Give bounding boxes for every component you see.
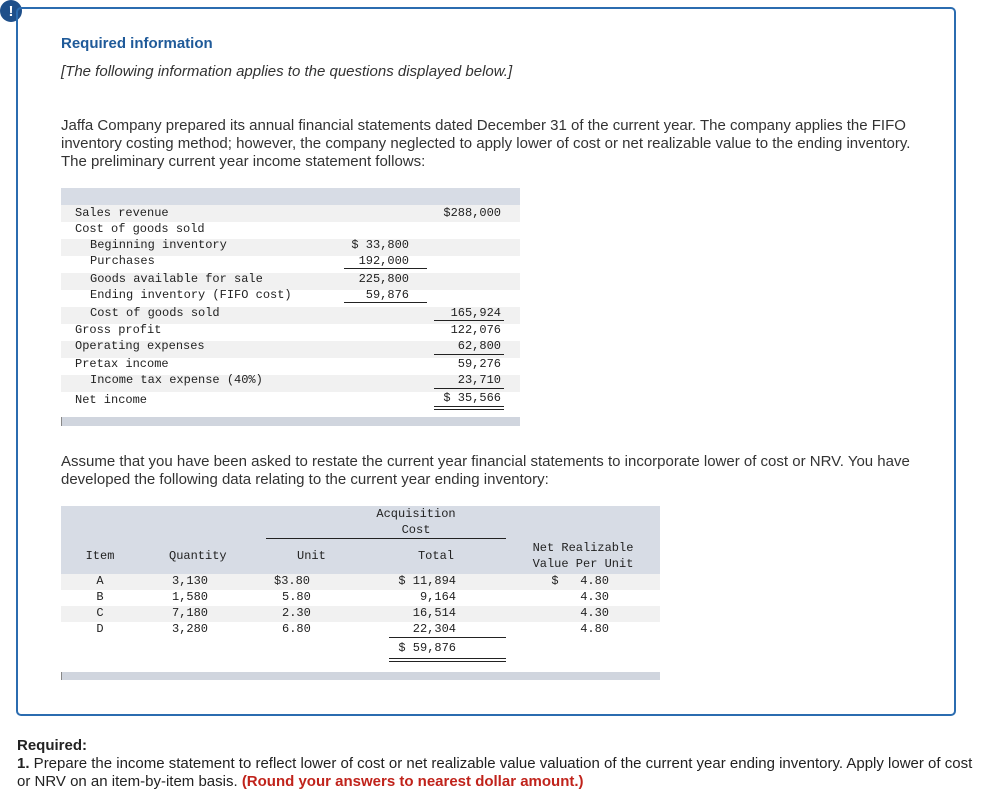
alert-icon: ! bbox=[0, 0, 22, 22]
nrv-header-1: Net Realizable bbox=[532, 541, 634, 555]
required-question bbox=[17, 755, 977, 791]
income-tax-label: Income tax expense (40%) bbox=[90, 373, 263, 387]
total-cell: 16,514 bbox=[412, 606, 456, 620]
nrv-cell: $ 4.80 bbox=[551, 574, 609, 588]
item-cell: A bbox=[96, 574, 104, 588]
applies-note: [The following information applies to the questions displayed below.] bbox=[61, 63, 513, 80]
cogs-label: Cost of goods sold bbox=[90, 306, 220, 320]
goods-available-label: Goods available for sale bbox=[90, 272, 263, 286]
income-statement-table bbox=[61, 188, 520, 426]
sales-revenue-value: $288,000 bbox=[443, 206, 501, 220]
nrv-header-2: Value Per Unit bbox=[532, 557, 634, 571]
total-cell: $ 11,894 bbox=[398, 574, 456, 588]
pretax-income-value: 59,276 bbox=[457, 357, 501, 371]
unit-cell: 5.80 bbox=[282, 590, 311, 604]
rounding-note: (Round your answers to nearest dollar amount.) bbox=[241, 773, 584, 790]
nrv-cell: 4.30 bbox=[580, 606, 609, 620]
acquisition-cost-header-2: Cost bbox=[401, 523, 431, 537]
sales-revenue-label: Sales revenue bbox=[75, 206, 169, 220]
acquisition-cost-header-1: Acquisition bbox=[376, 507, 456, 521]
question-text: Prepare the income statement to reflect lower of cost or net realizable value valuation of the current year ending inventory. Apply lower of cost or NRV on an item-by-item basis. bbox=[17, 755, 973, 790]
quantity-cell: 7,180 bbox=[172, 606, 209, 620]
total-cell: 9,164 bbox=[419, 590, 456, 604]
unit-cell: 2.30 bbox=[282, 606, 311, 620]
beginning-inventory-value: $ 33,800 bbox=[351, 238, 409, 252]
nrv-cell: 4.80 bbox=[580, 622, 609, 636]
grand-total-cell: $ 59,876 bbox=[398, 641, 456, 655]
net-income-label: Net income bbox=[75, 393, 148, 407]
nrv-cell: 4.30 bbox=[580, 590, 609, 604]
purchases-label: Purchases bbox=[90, 254, 155, 268]
cogs-value: 165,924 bbox=[450, 306, 501, 320]
required-information-title: Required information bbox=[61, 35, 213, 52]
beginning-inventory-label: Beginning inventory bbox=[90, 238, 227, 252]
gross-profit-label: Gross profit bbox=[75, 323, 162, 337]
quantity-cell: 1,580 bbox=[172, 590, 209, 604]
unit-cell: 6.80 bbox=[282, 622, 311, 636]
income-tax-value: 23,710 bbox=[457, 373, 501, 387]
operating-expenses-value: 62,800 bbox=[457, 339, 501, 353]
item-cell: B bbox=[96, 590, 104, 604]
inventory-table bbox=[61, 506, 660, 680]
quantity-header: Quantity bbox=[169, 549, 227, 563]
item-cell: C bbox=[96, 606, 104, 620]
pretax-income-label: Pretax income bbox=[75, 357, 169, 371]
purchases-value: 192,000 bbox=[358, 254, 409, 268]
cogs-header: Cost of goods sold bbox=[75, 222, 205, 236]
unit-cell: $3.80 bbox=[274, 574, 311, 588]
goods-available-value: 225,800 bbox=[358, 272, 409, 286]
required-section bbox=[17, 737, 977, 791]
net-income-value: $ 35,566 bbox=[443, 391, 501, 405]
ending-inventory-label: Ending inventory (FIFO cost) bbox=[90, 288, 292, 302]
ending-inventory-value: 59,876 bbox=[365, 288, 409, 302]
assume-paragraph: Assume that you have been asked to restate the current year financial statements to incorporate lower of cost or NRV. You have developed the following data relating to the current year ending inventory: bbox=[61, 453, 910, 488]
operating-expenses-label: Operating expenses bbox=[75, 339, 205, 353]
item-header: Item bbox=[85, 549, 115, 563]
required-title: Required: bbox=[17, 737, 88, 754]
quantity-cell: 3,130 bbox=[172, 574, 209, 588]
total-cell: 22,304 bbox=[412, 622, 456, 636]
unit-header: Unit bbox=[297, 549, 326, 563]
question-number: 1. bbox=[17, 755, 30, 772]
gross-profit-value: 122,076 bbox=[450, 323, 501, 337]
intro-paragraph: Jaffa Company prepared its annual financial statements dated December 31 of the current year. The company applies the FIFO inventory costing method; however, the company neglected to apply lower of cost or net realizable value to the ending inventory. The preliminary current year income statement follows: bbox=[61, 117, 911, 170]
item-cell: D bbox=[96, 622, 104, 636]
total-header: Total bbox=[417, 549, 454, 563]
quantity-cell: 3,280 bbox=[172, 622, 209, 636]
